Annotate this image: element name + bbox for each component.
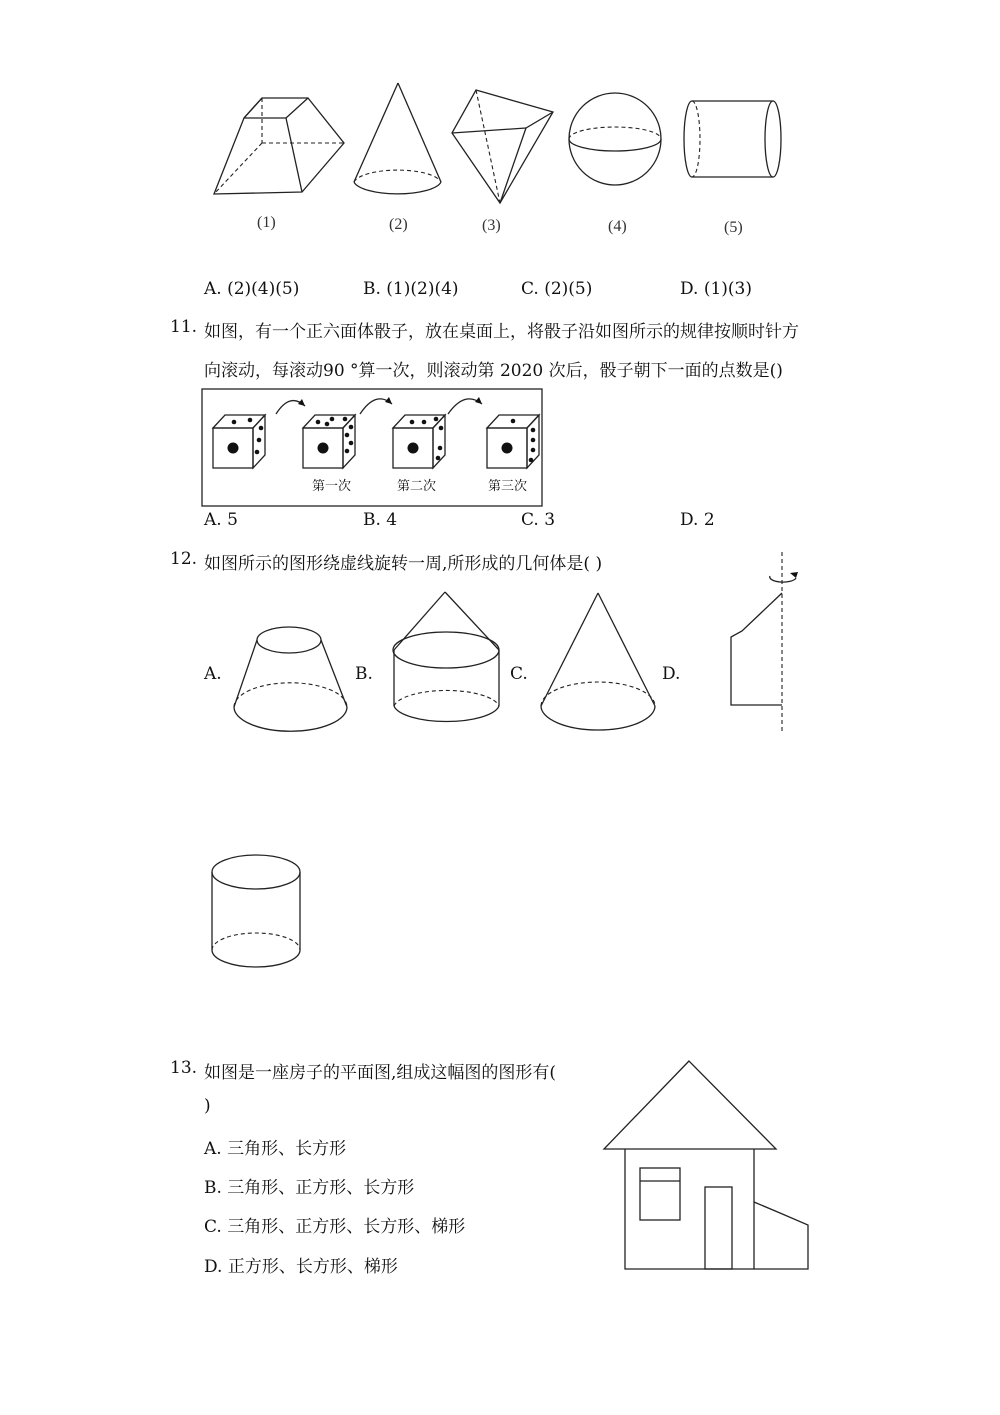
figure-cylinder — [684, 101, 781, 177]
figure-label-5: (5) — [724, 219, 743, 236]
dice-figure — [0, 388, 1000, 518]
dice-caption-2: 第二次 — [397, 479, 437, 494]
q12-number: 12. — [170, 549, 198, 569]
option-a-frustum — [234, 627, 347, 731]
option-c-cone — [541, 593, 655, 730]
q13-number: 13. — [170, 1058, 198, 1078]
q11-option-d[interactable]: D. 2 — [680, 510, 715, 530]
option-b-cone-cylinder — [393, 592, 499, 722]
q11-option-b[interactable]: B. 4 — [363, 510, 398, 530]
option-d-profile — [731, 552, 798, 732]
q11-text-line1: 如图，有一个正六面体骰子，放在桌面上，将骰子沿如图所示的规律按顺时针方 — [204, 322, 799, 342]
q13-text-close: ) — [204, 1096, 211, 1116]
dice-caption-1: 第一次 — [312, 479, 352, 494]
figure-label-4: (4) — [608, 218, 627, 235]
q11-option-a[interactable]: A. 5 — [204, 510, 238, 530]
figure-cone — [354, 83, 441, 194]
die-4 — [487, 415, 539, 468]
figure-pyramid — [452, 90, 553, 203]
figure-label-3: (3) — [482, 217, 501, 234]
figure-label-1: (1) — [257, 214, 276, 231]
q10-option-a[interactable]: A. (2)(4)(5) — [204, 279, 300, 299]
die-3 — [393, 415, 445, 468]
q13-option-c[interactable]: C. 三角形、正方形、长方形、梯形 — [204, 1217, 466, 1237]
q11-option-c[interactable]: C. 3 — [521, 510, 556, 530]
q10-option-d[interactable]: D. (1)(3) — [680, 279, 752, 299]
q13-option-b[interactable]: B. 三角形、正方形、长方形 — [204, 1178, 415, 1198]
house-figure — [0, 1050, 1000, 1290]
figure-label-2: (2) — [389, 216, 408, 233]
q12-option-a[interactable]: A. — [204, 664, 222, 684]
q13-option-a[interactable]: A. 三角形、长方形 — [204, 1139, 347, 1159]
die-2 — [303, 415, 355, 468]
die-1 — [213, 415, 265, 468]
q12-option-c[interactable]: C. — [510, 664, 528, 684]
figure-frustum — [214, 98, 344, 194]
q13-text: 如图是一座房子的平面图,组成这幅图的图形有( — [204, 1063, 557, 1083]
q12-option-d[interactable]: D. — [662, 664, 681, 684]
extra-cylinder — [212, 855, 300, 967]
q10-option-b[interactable]: B. (1)(2)(4) — [363, 279, 459, 299]
q12-figures — [0, 560, 1000, 980]
dice-caption-3: 第三次 — [488, 479, 528, 494]
figure-sphere — [569, 93, 661, 185]
q13-option-d[interactable]: D. 正方形、长方形、梯形 — [204, 1257, 398, 1277]
q11-number: 11. — [170, 317, 198, 337]
q11-text-line2: 向滚动，每滚动90 °算一次，则滚动第 2020 次后，骰子朝下一面的点数是() — [204, 361, 783, 381]
q10-option-c[interactable]: C. (2)(5) — [521, 279, 593, 299]
q12-text: 如图所示的图形绕虚线旋转一周,所形成的几何体是( ) — [204, 554, 603, 574]
q12-option-b[interactable]: B. — [355, 664, 373, 684]
